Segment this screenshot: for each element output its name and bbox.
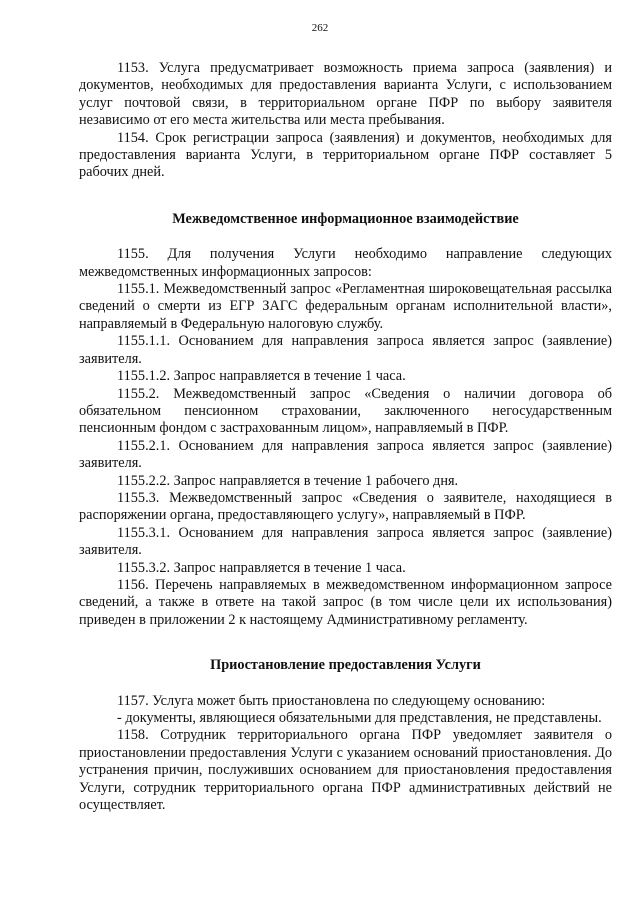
paragraph-1158: 1158. Сотрудник территориального органа ПФР уведомляет заявителя о приостановлении предоставления Услуги с указанием оснований приостановления. До устранения причин, послуживших основанием для приостановления предоставления Услуги, сотрудник территориального органа ПФР административных действий не осуществляет. <box>79 727 612 814</box>
list-item-missing-documents: - документы, являющиеся обязательными для представления, не представлены. <box>117 710 602 726</box>
paragraph-1156: 1156. Перечень направляемых в межведомственном информационном запросе сведений, а также в ответе на такой запрос (в том числе цели их использования) приведен в приложении 2 к настоящему Административному регламенту. <box>79 576 612 628</box>
paragraph-1155: 1155. Для получения Услуги необходимо направление следующих межведомственных информационных запросов: <box>79 246 612 280</box>
paragraph-1153: 1153. Услуга предусматривает возможность приема запроса (заявления) и документов, необходимых для предоставления варианта Услуги, с использованием услуг почтовой связи, в территориальном органе ПФР по выбору заявителя независимо от его места жительства или места пребывания. <box>79 60 612 129</box>
page-number: 262 <box>311 22 329 34</box>
paragraph-1155-2: 1155.2. Межведомственный запрос «Сведения о наличии договора об обязательном пенсионном страховании, заключенного негосударственным пенсионным фондом с застрахованным лицом», направляемый в ПФР. <box>79 385 612 437</box>
paragraph-1155-2-1: 1155.2.1. Основанием для направления запроса является запрос (заявление) заявителя. <box>79 437 612 472</box>
section-heading-suspension: Приостановление предоставления Услуги <box>210 657 481 674</box>
paragraph-1157: 1157. Услуга может быть приостановлена по следующему основанию: <box>117 692 546 709</box>
paragraph-1154: 1154. Срок регистрации запроса (заявления) и документов, необходимых для предоставления варианта Услуги, в территориальном органе ПФР составляет 5 рабочих дней. <box>79 129 612 181</box>
document-body <box>79 60 612 814</box>
paragraph-1155-1-2: 1155.1.2. Запрос направляется в течение 1 часа. <box>117 368 406 385</box>
paragraph-1155-2-2: 1155.2.2. Запрос направляется в течение 1 рабочего дня. <box>117 472 459 489</box>
paragraph-1155-1: 1155.1. Межведомственный запрос «Регламентная широковещательная рассылка сведений о смерти из ЕГР ЗАГС федеральным органам исполнительной власти», направляемый в Федеральную налоговую службу. <box>79 281 612 332</box>
paragraph-1155-3-1: 1155.3.1. Основанием для направления запроса является запрос (заявление) заявителя. <box>79 524 612 559</box>
paragraph-1155-3-2: 1155.3.2. Запрос направляется в течение 1 часа. <box>117 559 406 576</box>
paragraph-1155-3: 1155.3. Межведомственный запрос «Сведения о заявителе, находящиеся в распоряжении органа, предоставляющего услугу», направляемый в ПФР. <box>79 489 612 524</box>
section-heading-interagency: Межведомственное информационное взаимодействие <box>172 210 519 227</box>
paragraph-1155-1-1: 1155.1.1. Основанием для направления запроса является запрос (заявление) заявителя. <box>79 333 612 367</box>
